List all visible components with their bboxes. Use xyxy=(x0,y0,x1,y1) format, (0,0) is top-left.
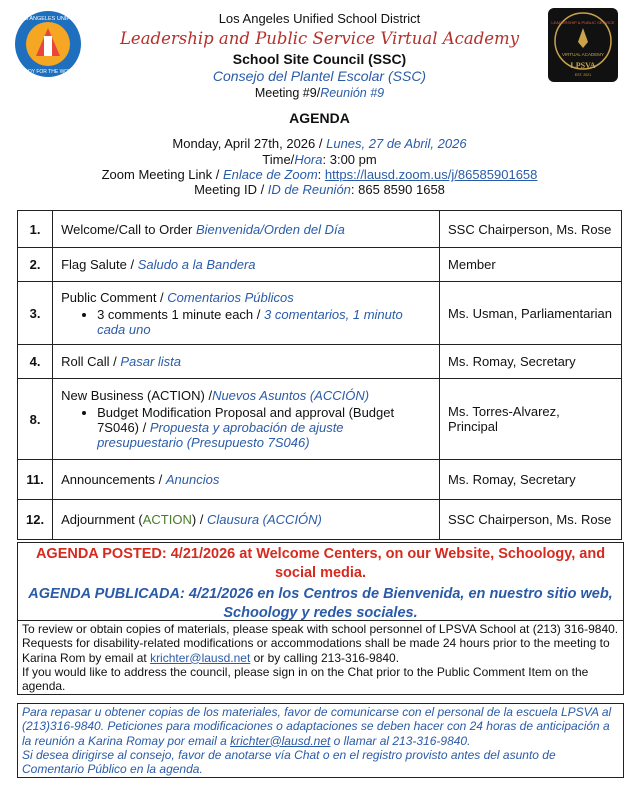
item-title-after: ) / xyxy=(191,512,208,527)
sub-item xyxy=(97,405,431,450)
item-title xyxy=(53,282,440,345)
item-title-en: Public Comment / xyxy=(61,289,168,305)
item-title xyxy=(53,211,440,248)
sub-item-es: 3 comentarios, 1 minuto cada uno xyxy=(97,306,403,337)
item-title-es: Comentarios Públicos xyxy=(167,289,294,305)
info-english-text-after: or by calling 213-316-9840. xyxy=(250,650,400,665)
item-title-en: Welcome/Call to Order xyxy=(61,221,196,237)
sub-list xyxy=(61,405,431,450)
item-number: 12. xyxy=(18,500,53,540)
item-title-en: New Business (ACTION) / xyxy=(61,388,213,403)
item-presenter: Ms. Torres-Alvarez, Principal xyxy=(440,379,622,460)
item-number: 2. xyxy=(18,248,53,282)
info-english-p1 xyxy=(22,622,619,665)
council-name-es: Consejo del Plantel Escolar (SSC) xyxy=(212,68,427,84)
posted-notice-en: AGENDA POSTED: 4/21/2026 at Welcome Centers, on our Website, Schoology, and social media. xyxy=(35,546,606,581)
lpsva-logo-mid-text: VIRTUAL ACADEMY xyxy=(561,52,605,57)
meeting-date-en: Monday, April 27th, 2026 / xyxy=(172,136,327,151)
info-spanish-text-after: o llamar al 213-316-9840. xyxy=(330,733,471,748)
agenda-row xyxy=(18,282,622,345)
item-title-en: Roll Call / xyxy=(61,354,121,369)
info-english-text: To review or obtain copies of materials, please speak with school personnel of LPSVA School at (213) 316-9840. Requests for disability-related modifications or accommodations shall be made 24 hours prior to the meeting to Karina Rom by email at xyxy=(22,622,619,665)
meeting-id-value: : 865 8590 1658 xyxy=(350,182,445,197)
zoom-label-es: Enlace de Zoom xyxy=(223,167,318,182)
info-english-p2: If you would like to address the council, please sign in on the Chat prior to the Public Comment Item on the agenda. xyxy=(22,664,589,694)
sub-list xyxy=(61,307,431,337)
lpsva-logo-est: EST. 2021 xyxy=(574,73,592,77)
lpsva-logo-top-text: LEADERSHIP & PUBLIC SERVICE xyxy=(551,20,615,25)
sub-item-en: 3 comments 1 minute each / xyxy=(97,306,264,322)
item-title xyxy=(53,500,440,540)
sub-item-en: Budget Modification Proposal and approval (Budget 7S046) / xyxy=(97,405,395,435)
item-title-es: Saludo a la Bandera xyxy=(137,257,256,272)
item-title xyxy=(53,460,440,500)
meeting-number-en: Meeting #9/ xyxy=(254,86,321,100)
item-title-en: Adjournment ( xyxy=(61,512,143,527)
zoom-link[interactable]: https://lausd.zoom.us/j/86585901658 xyxy=(324,167,538,182)
lausd-logo-top-text: LOS ANGELES UNIFIED xyxy=(17,16,79,22)
item-title xyxy=(53,345,440,379)
item-presenter: SSC Chairperson, Ms. Rose xyxy=(440,211,622,248)
meeting-id-label: Meeting ID / xyxy=(194,182,268,197)
time-label-es: Hora xyxy=(294,152,323,167)
meeting-date-es: Lunes, 27 de Abril, 2026 xyxy=(326,136,467,151)
item-presenter: Member xyxy=(440,248,622,282)
email-link[interactable]: krichter@lausd.net xyxy=(150,650,251,665)
item-title xyxy=(53,379,440,460)
item-number: 1. xyxy=(18,211,53,248)
council-name: School Site Council (SSC) xyxy=(232,51,407,67)
agenda-row xyxy=(18,248,622,282)
posted-notice xyxy=(17,542,624,626)
meeting-id-label-es: ID de Reunión xyxy=(267,182,351,197)
sub-item-es: Propuesta y aprobación de ajuste presupuestario (Presupuesto 7S046) xyxy=(97,420,344,450)
meeting-number-es: Reunión #9 xyxy=(320,86,385,100)
agenda-row xyxy=(18,500,622,540)
meeting-id-line xyxy=(0,182,639,197)
item-number: 4. xyxy=(18,345,53,379)
meeting-number xyxy=(0,86,639,100)
district-name: Los Angeles Unified School District xyxy=(218,11,421,26)
agenda-row xyxy=(18,379,622,460)
zoom-separator: : xyxy=(317,167,325,182)
item-title-action: ACTION xyxy=(142,512,192,527)
zoom-label: Zoom Meeting Link / xyxy=(101,167,223,182)
item-presenter: Ms. Romay, Secretary xyxy=(440,460,622,500)
item-presenter: Ms. Usman, Parliamentarian xyxy=(440,282,622,345)
info-spanish-p2: Si desea dirigirse al consejo, favor de anotarse vía Chat o en el registro provisto antes del asunto de Comentario Público en la agenda. xyxy=(22,747,556,777)
info-spanish-p1 xyxy=(22,705,619,748)
agenda-title: AGENDA xyxy=(289,110,350,126)
time-label: Time/ xyxy=(262,152,295,167)
zoom-line xyxy=(0,167,639,182)
meeting-date xyxy=(0,136,639,151)
agenda-row xyxy=(18,460,622,500)
item-number: 3. xyxy=(18,282,53,345)
academy-name: Leadership and Public Service Virtual Academy xyxy=(119,29,520,48)
item-presenter: Ms. Romay, Secretary xyxy=(440,345,622,379)
item-number: 11. xyxy=(18,460,53,500)
meeting-time xyxy=(0,152,639,167)
item-presenter: SSC Chairperson, Ms. Rose xyxy=(440,500,622,540)
item-title-es: Anuncios xyxy=(165,472,220,487)
item-title-es: Bienvenida/Orden del Día xyxy=(195,221,345,237)
agenda-row xyxy=(18,211,622,248)
lpsva-logo-name: LPSVA xyxy=(570,61,596,70)
item-title xyxy=(53,248,440,282)
agenda-table xyxy=(17,210,622,540)
item-number: 8. xyxy=(18,379,53,460)
lausd-logo-bottom-text: READY FOR THE WORLD xyxy=(17,69,79,75)
info-spanish xyxy=(17,703,624,778)
agenda-row xyxy=(18,345,622,379)
item-title-en: Announcements / xyxy=(61,472,166,487)
posted-notice-es: AGENDA PUBLICADA: 4/21/2026 en los Centros de Bienvenida, en nuestro sitio web, Schoology y redes sociales. xyxy=(28,586,613,621)
email-link-es[interactable]: krichter@lausd.net xyxy=(230,733,331,748)
time-value: : 3:00 pm xyxy=(322,152,377,167)
item-title-en: Flag Salute / xyxy=(61,257,138,272)
sub-item xyxy=(97,307,431,337)
item-title-es: Clausura (ACCIÓN) xyxy=(207,512,322,527)
info-english xyxy=(17,620,624,695)
item-title-es: Nuevos Asuntos (ACCIÓN) xyxy=(212,388,370,403)
item-title-es: Pasar lista xyxy=(120,354,182,369)
info-spanish-text: Para repasar u obtener copias de los materiales, favor de comunicarse con el personal de la escuela LPSVA al (213)316-9840. Peticiones para modificaciones o adaptaciones se deben hacer con 24 horas de anticipación a la reunión a Karina Romay por email a xyxy=(22,705,612,748)
